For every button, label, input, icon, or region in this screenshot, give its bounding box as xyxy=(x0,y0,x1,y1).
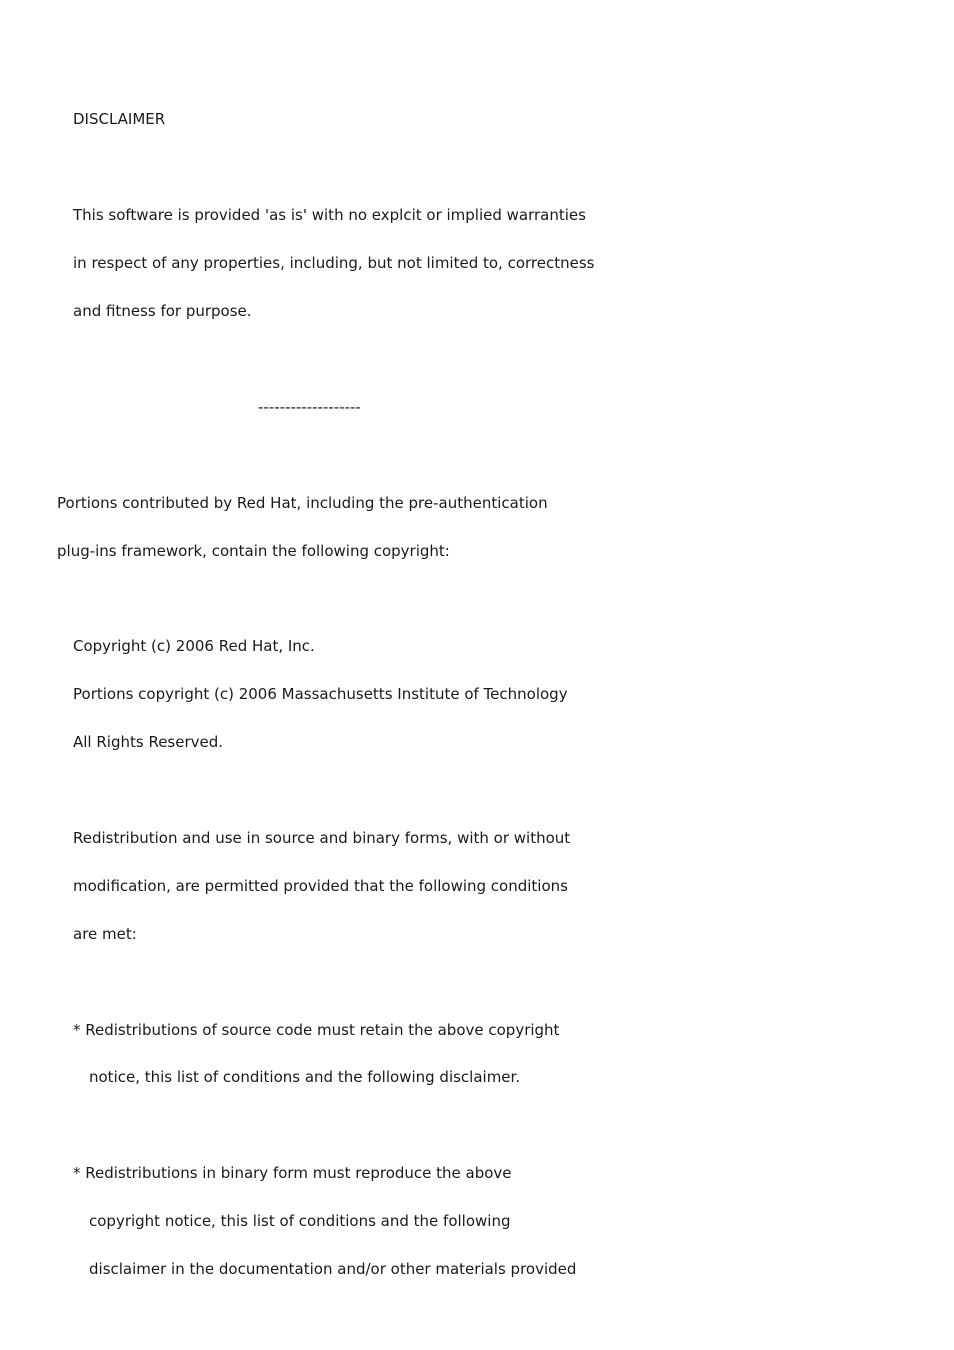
redistribution-line: Redistribution and use in source and binary forms, with or without xyxy=(73,829,571,847)
redistribution-line: modification, are permitted provided that the following conditions xyxy=(73,877,568,895)
copyright-line: All Rights Reserved. xyxy=(73,733,224,751)
copyright-line: Portions copyright (c) 2006 Massachusetts Institute of Technology xyxy=(73,685,568,703)
redhat-intro-line: plug-ins framework, contain the following copyright: xyxy=(57,542,450,560)
condition-line: * Redistributions in binary form must reproduce the above xyxy=(73,1164,512,1182)
condition-line: * Redistributions of source code must retain the above copyright xyxy=(73,1021,560,1039)
condition-line: copyright notice, this list of conditions and the following xyxy=(89,1212,511,1230)
condition-line: disclaimer in the documentation and/or other materials provided xyxy=(89,1260,577,1278)
disclaimer-line: This software is provided 'as is' with no explcit or implied warranties xyxy=(73,206,586,224)
copyright-line: Copyright (c) 2006 Red Hat, Inc. xyxy=(73,637,315,655)
condition-line: notice, this list of conditions and the following disclaimer. xyxy=(89,1068,521,1086)
redhat-intro-line: Portions contributed by Red Hat, including the pre-authentication xyxy=(57,494,548,512)
disclaimer-heading: DISCLAIMER xyxy=(73,110,166,128)
section-separator: ------------------- xyxy=(258,398,361,416)
disclaimer-line: in respect of any properties, including, but not limited to, correctness xyxy=(73,254,595,272)
disclaimer-line: and fitness for purpose. xyxy=(73,302,252,320)
redistribution-line: are met: xyxy=(73,925,137,943)
